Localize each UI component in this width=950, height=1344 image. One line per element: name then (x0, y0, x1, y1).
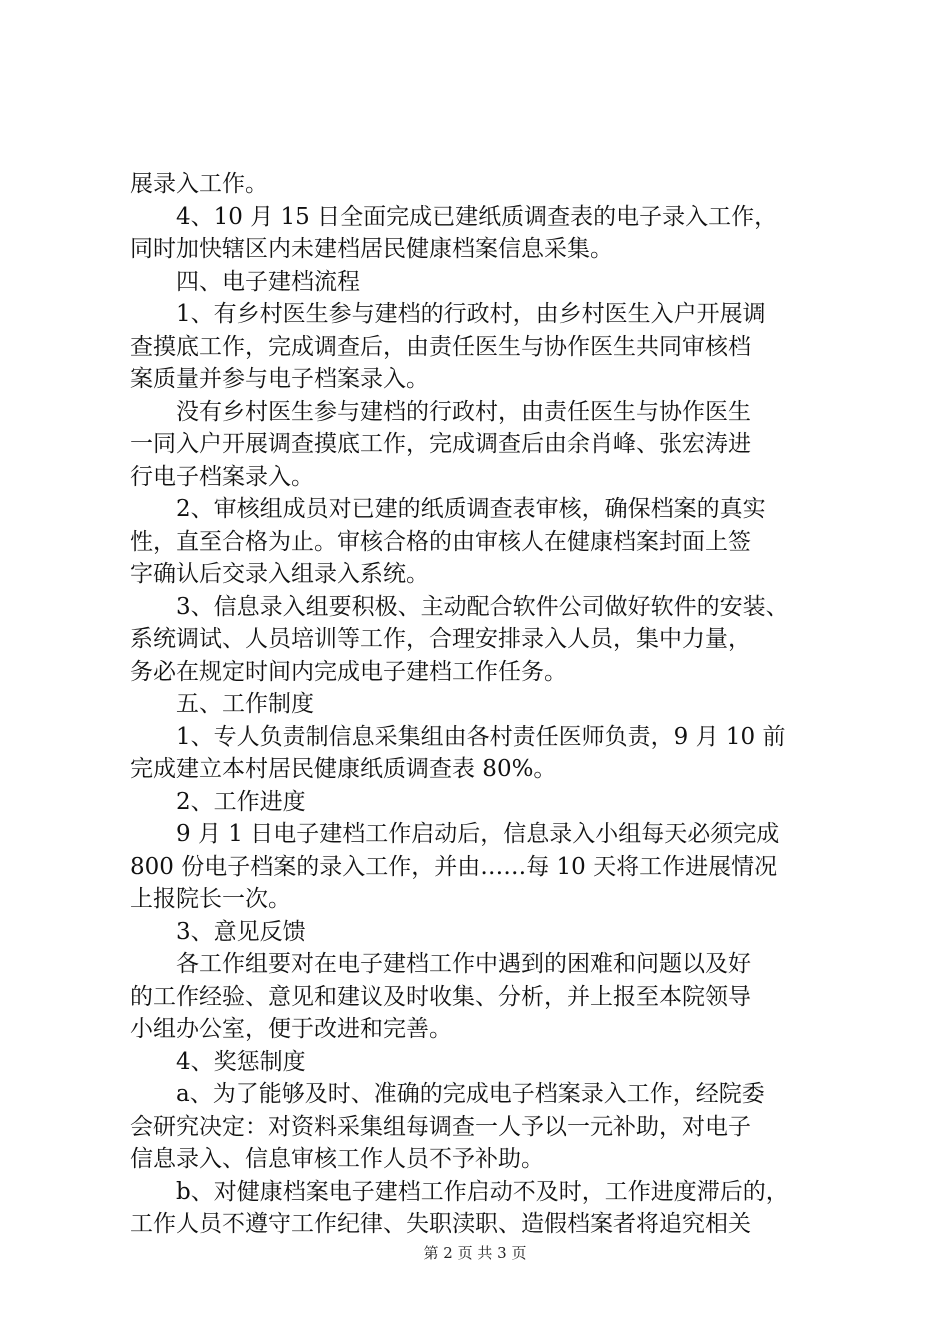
section-heading: 四、电子建档流程 (176, 268, 360, 295)
text-line: 没有乡村医生参与建档的行政村，由责任医生与协作医生 (176, 398, 751, 425)
text-line: 案质量并参与电子档案录入。 (130, 366, 429, 392)
text-line: 会研究决定：对资料采集组每调查一人予以一元补助，对电子 (130, 1113, 751, 1140)
text-line: 小组办公室，便于改进和完善。 (130, 1016, 452, 1042)
text-line: 9 月 1 日电子建档工作启动后，信息录入小组每天必须完成 (176, 821, 780, 847)
text-line: 2、审核组成员对已建的纸质调查表审核，确保档案的真实 (176, 496, 766, 522)
text-line: 同时加快辖区内未建档居民健康档案信息采集。 (130, 236, 613, 262)
text-line: b、对健康档案电子建档工作启动不及时，工作进度滞后的， (176, 1178, 789, 1205)
text-line: 一同入户开展调查摸底工作，完成调查后由余肖峰、张宏涛进 (130, 431, 751, 457)
text-line: 上报院长一次。 (130, 886, 291, 912)
text-line: 1、专人负责制信息采集组由各村责任医师负责，9 月 10 前 (176, 723, 786, 750)
text-line: 字确认后交录入组录入系统。 (130, 561, 429, 587)
subsection-heading: 3、意见反馈 (176, 918, 306, 945)
text-line: 展录入工作。 (130, 171, 268, 197)
text-line: 完成建立本村居民健康纸质调查表 80%。 (130, 756, 557, 782)
subsection-heading: 4、奖惩制度 (176, 1048, 306, 1075)
text-line: 查摸底工作，完成调查后，由责任医生与协作医生共同审核档 (130, 333, 751, 360)
section-heading: 五、工作制度 (176, 691, 314, 717)
text-line: 3、信息录入组要积极、主动配合软件公司做好软件的安装、 (176, 593, 789, 620)
text-line: 各工作组要对在电子建档工作中遇到的困难和问题以及好 (176, 951, 751, 977)
text-line: 性，直至合格为止。审核合格的由审核人在健康档案封面上签 (130, 528, 751, 555)
text-line: 1、有乡村医生参与建档的行政村，由乡村医生入户开展调 (176, 301, 766, 327)
text-line: 行电子档案录入。 (130, 463, 314, 490)
text-line: 务必在规定时间内完成电子建档工作任务。 (130, 658, 567, 685)
text-line: a、为了能够及时、准确的完成电子档案录入工作，经院委 (176, 1081, 765, 1107)
text-line: 的工作经验、意见和建议及时收集、分析，并上报至本院领导 (130, 983, 751, 1010)
text-line: 信息录入、信息审核工作人员不予补助。 (130, 1146, 544, 1172)
document-body (130, 168, 830, 1241)
text-line: 4、10 月 15 日全面完成已建纸质调查表的电子录入工作， (176, 203, 778, 230)
text-line: 系统调试、人员培训等工作，合理安排录入人员，集中力量， (130, 626, 751, 652)
text-line: 800 份电子档案的录入工作，并由……每 10 天将工作进展情况 (130, 853, 778, 880)
page-footer: 第 2 页 共 3 页 (423, 1244, 527, 1262)
text-line: 工作人员不遵守工作纪律、失职渎职、造假档案者将追究相关 (130, 1211, 751, 1237)
subsection-heading: 2、工作进度 (176, 788, 306, 815)
